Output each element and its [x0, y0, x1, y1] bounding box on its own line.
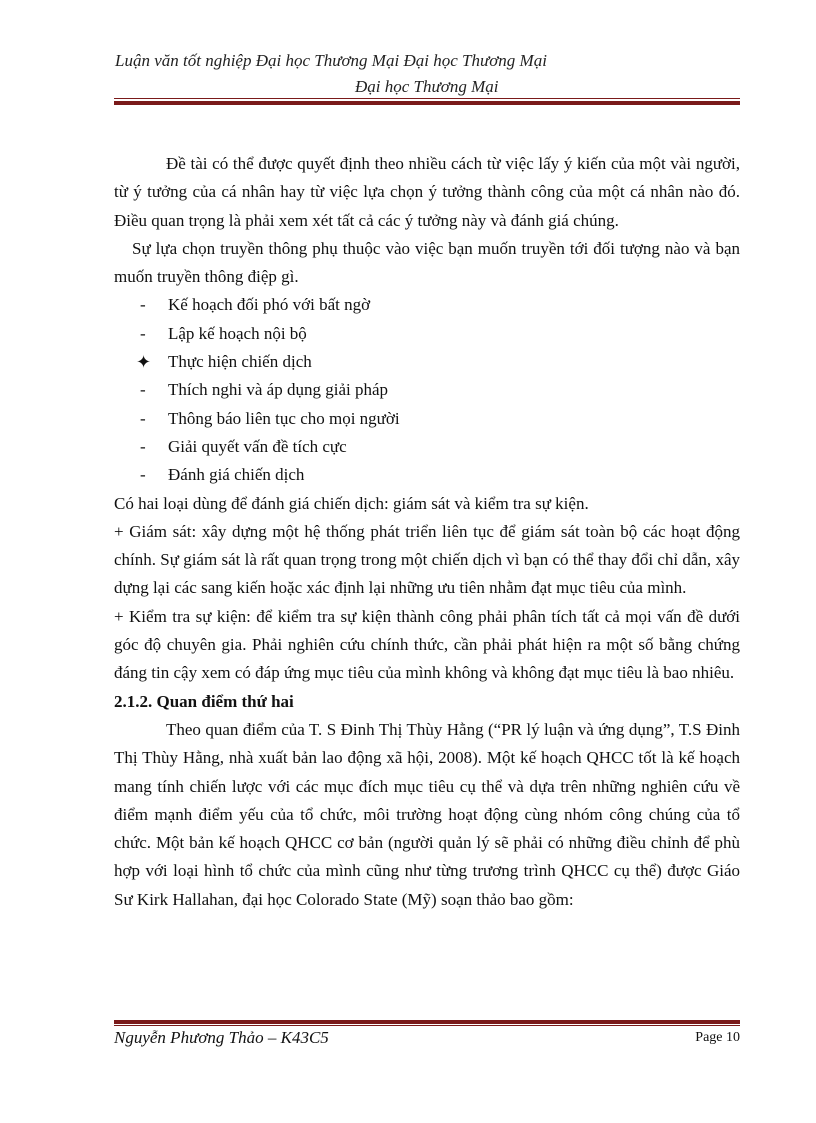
page-footer — [114, 1028, 740, 1048]
star-bullet-icon: ✦ — [136, 352, 152, 373]
footer-divider-thin — [114, 1025, 740, 1026]
footer-author: Nguyễn Phương Thảo – K43C5 — [114, 1028, 329, 1047]
header-divider-thin — [114, 98, 740, 99]
list-item-text: Thông báo liên tục cho mọi người — [168, 408, 400, 428]
list-item-text: Thích nghi và áp dụng giải pháp — [168, 380, 389, 400]
dash-bullet: - — [140, 295, 146, 315]
list-item-text: Đánh giá chiến dịch — [168, 465, 305, 485]
paragraph-media-choice: Sự lựa chọn truyền thông phụ thuộc vào việc bạn muốn truyền tới đối tượng nào và bạn muốn truyền thông điệp gì. — [114, 238, 740, 287]
list-item-text: Thực hiện chiến dịch — [168, 352, 312, 372]
document-body — [114, 150, 740, 914]
campaign-steps-list — [114, 291, 740, 489]
list-item-text: Kế hoạch đối phó với bất ngờ — [168, 295, 371, 315]
header-divider-thick — [114, 101, 740, 105]
list-item — [114, 376, 740, 404]
list-item-text: Giải quyết vấn đề tích cực — [168, 436, 347, 456]
list-item — [114, 433, 740, 461]
list-item — [114, 291, 740, 319]
paragraph-monitoring: + Giám sát: xây dựng một hệ thống phát triển liên tục để giám sát toàn bộ các hoạt động chính. Sự giám sát là rất quan trọng trong một chiến dịch vì bạn có thể thay đổi chỉ dẫn, xây dựng lại các sang kiến hoặc xác định lại những ưu tiên nhằm đạt mục tiêu của mình. — [114, 521, 740, 598]
header-title-line2: Đại học Thương Mại — [355, 77, 499, 96]
dash-bullet: - — [140, 380, 146, 400]
list-item — [114, 461, 740, 489]
footer-divider-thick — [114, 1020, 740, 1024]
paragraph-event-check: + Kiểm tra sự kiện: để kiểm tra sự kiện thành công phải phân tích tất cả mọi vấn đề dưới góc độ chuyên gia. Phải nghiên cứu chính thức, cần phải phát hiện ra một số bằng chứng đáng tin cậy xem có đáp ứng mục tiêu của mình không và không đạt mục tiêu là bao nhiêu. — [114, 606, 740, 683]
list-item — [114, 405, 740, 433]
page-header — [110, 48, 740, 100]
dash-bullet: - — [140, 465, 146, 485]
list-item — [114, 348, 740, 376]
dash-bullet: - — [140, 408, 146, 428]
dash-bullet: - — [140, 436, 146, 456]
dash-bullet: - — [140, 323, 146, 343]
header-title-line1: Luận văn tốt nghiệp Đại học Thương Mại Đại học Thương Mại — [115, 51, 547, 70]
list-item-text: Lập kế hoạch nội bộ — [168, 323, 307, 343]
section-heading: 2.1.2. Quan điểm thứ hai — [114, 691, 294, 711]
paragraph-second-viewpoint: Theo quan điểm của T. S Đinh Thị Thùy Hằng (“PR lý luận và ứng dụng”, T.S Đinh Thị Thùy Hằng, nhà xuất bản lao động xã hội, 2008). Một kế hoạch QHCC tốt là kế hoạch mang tính chiến lược với các mục đích mục tiêu cụ thể và dựa trên những nghiên cứu về điểm mạnh điểm yếu của tổ chức, môi trường hoạt động cùng nhóm công chúng của tổ chức. Một bản kế hoạch QHCC cơ bản (người quản lý sẽ phải có những điều chỉnh để phù hợp với loại hình tổ chức của mình cũng như từng trương trình QHCC cụ thể) được Giáo Sư Kirk Hallahan, đại học Colorado State (Mỹ) soạn thảo bao gồm: — [114, 719, 740, 909]
paragraph-evaluation-types: Có hai loại dùng để đánh giá chiến dịch: giám sát và kiểm tra sự kiện. — [114, 493, 589, 513]
paragraph-topic-selection: Đề tài có thể được quyết định theo nhiều cách từ việc lấy ý kiến của một vài người, từ ý tưởng của cá nhân hay từ việc lựa chọn ý tưởng thành công của một cá nhân nào đó. Điều quan trọng là phải xem xét tất cả các ý tưởng này và đánh giá chúng. — [114, 154, 740, 230]
page-number: Page 10 — [695, 1030, 740, 1045]
list-item — [114, 320, 740, 348]
